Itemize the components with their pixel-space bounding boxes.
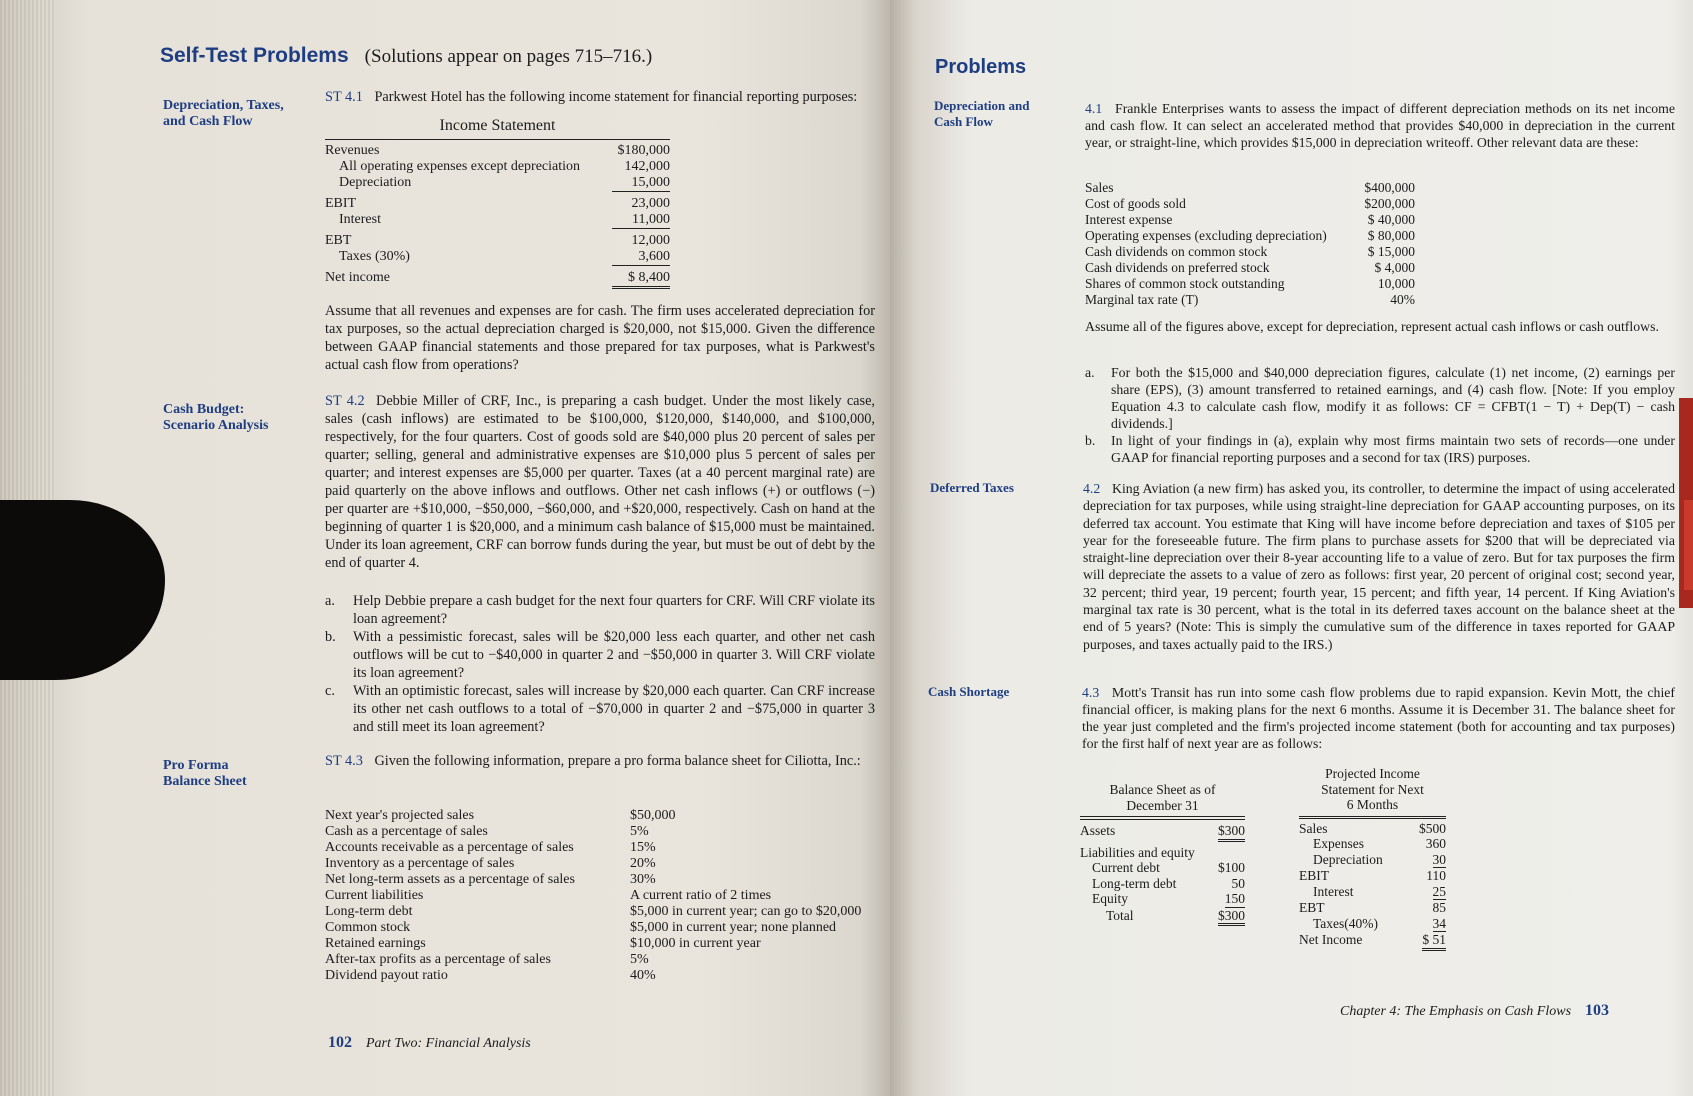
side-label-depreciation-cash-flow: Depreciation and Cash Flow [934, 98, 1030, 129]
table-row: Sales $400,000 [1085, 180, 1415, 195]
table-row: Taxes(40%) 34 [1313, 915, 1446, 931]
table-row: Cash as a percentage of sales 5% [325, 824, 649, 839]
is-row: Taxes (30%) 3,600 [339, 249, 670, 264]
is-row: Interest 11,000 [339, 212, 670, 227]
solutions-note: (Solutions appear on pages 715–716.) [364, 46, 653, 67]
table-row: Dividend payout ratio 40% [325, 968, 656, 983]
table-row: Depreciation 30 [1313, 851, 1446, 867]
table-row: Operating expenses (excluding depreciation) $ 80,000 [1085, 228, 1415, 243]
is-row: EBIT 23,000 [325, 196, 670, 211]
table-row: Current debt $100 [1092, 860, 1245, 875]
table-row: EBT 85 [1299, 900, 1446, 915]
table-row: After-tax profits as a percentage of sales 5% [325, 952, 649, 967]
table-row: Marginal tax rate (T) 40% [1085, 292, 1415, 307]
side-label-cash-budget: Cash Budget: Scenario Analysis [163, 402, 269, 433]
is-row: All operating expenses except depreciation 142,000 [339, 159, 670, 174]
p41-body: 4.1 Frankle Enterprises wants to assess the impact of different depreciation methods on its net income and cash flow. It can select an accelerated method that provides $40,000 in depreciation in the current year, or straight-line, which provides $15,000 in depreciation writeoff. Other relevant data are these: [1085, 101, 1676, 150]
red-tab-marker-inner [1684, 500, 1693, 590]
side-label-depreciation: Depreciation, Taxes, and Cash Flow [163, 98, 284, 129]
table-row: Equity 150 [1092, 891, 1245, 906]
table-row: Cash dividends on preferred stock $ 4,000 [1085, 260, 1415, 275]
table-row: Next year's projected sales $50,000 [325, 808, 676, 823]
p42-label: 4.2 [1083, 481, 1101, 496]
table-row: Inventory as a percentage of sales 20% [325, 856, 656, 871]
table-row: Shares of common stock outstanding 10,000 [1085, 276, 1415, 291]
p43-label: 4.3 [1082, 685, 1100, 700]
income-statement-title: Income Statement [325, 116, 670, 140]
chapter-title: Chapter 4: The Emphasis on Cash Flows [1340, 1004, 1572, 1019]
table-row: Interest 25 [1313, 883, 1446, 899]
right-page [890, 0, 1693, 1096]
side-label-pro-forma: Pro Forma Balance Sheet [163, 758, 247, 789]
self-test-heading: Self-Test Problems [160, 44, 349, 67]
st43-table [325, 808, 885, 984]
list-item: b. With a pessimistic forecast, sales will be $20,000 less each quarter, and other net cash outflows will be cut to −$40,000 in quarter 2 and −$50,000 in quarter 3. Will CRF violate its loan agreement? [325, 629, 875, 681]
table-row: Total $300 [1080, 908, 1245, 927]
p42-body: 4.2 King Aviation (a new firm) has asked you, its controller, to determine the impact of using accelerated depreciation for tax purposes, while using straight-line depreciation for GAAP accounting purposes, on its deferred tax account. You estimate that King will have income before depreciation and taxes of $105 per year for the foreseeable future. The firm plans to purchase assets for $200 that will be depreciated via straight-line depreciation over their 8-year accounting life to a value of zero. But for tax purposes the firm will depreciate the assets to a value of zero as follows: first year, 20 percent of original cost; second year, 32 percent; third year, 19 percent; fourth year, 15 percent; and fifth year, 14 percent. If King Aviation's marginal tax rate is 30 percent, what is the total in its deferred taxes account on the balance sheet at the end of 5 years? (Note: This is simply the cumulative sum of the difference in taxes reported for GAAP purposes, and taxes actually paid to the IRS.) [1083, 481, 1675, 652]
st41-intro: ST 4.1 Parkwest Hotel has the following income statement for financial reporting purposes: [325, 89, 858, 105]
table-row: Liabilities and equity [1080, 844, 1195, 860]
is-row: Revenues $180,000 [325, 143, 670, 158]
left-heading-block [160, 44, 652, 68]
table-row: Expenses 360 [1313, 836, 1446, 851]
is-row: EBT 12,000 [325, 233, 670, 248]
right-footer [1340, 1002, 1609, 1020]
table-row: Cash dividends on common stock $ 15,000 [1085, 244, 1415, 259]
table-row: Interest expense $ 40,000 [1085, 212, 1415, 227]
st41-label: ST 4.1 [325, 89, 363, 105]
table-row: Sales $500 [1299, 820, 1446, 836]
table-row: Long-term debt 50 [1092, 875, 1245, 891]
problems-heading: Problems [935, 56, 1027, 78]
st42-body: ST 4.2 Debbie Miller of CRF, Inc., is preparing a cash budget. Under the most likely case, sales (cash inflows) are estimated to be $100,000, $120,000, $140,000, and $100,000, respectively, for the four quarters. Cost of goods sold are $40,000 plus 20 percent of sales per quarter; selling, general and administrative expenses are $10,000 plus 5 percent of sales per quarter; and interest expenses are $5,000 per quarter. Taxes (at a 40 percent marginal rate) are paid quarterly on the above inflows and outflows. Other net cash inflows (+) or outflows (−) per quarter are +$10,000, −$50,000, −$60,000, and +$20,000, respectively. Cash on hand at the beginning of quarter 1 is $20,000, and a minimum cash balance of $15,000 must be maintained. Under its loan agreement, CRF can borrow funds during the year, but must be out of debt by the end of quarter 4. [325, 393, 876, 571]
balance-sheet-table [1080, 782, 1245, 926]
income-statement-table [325, 116, 670, 289]
list-item: b. In light of your findings in (a), explain why most firms maintain two sets of records—one under GAAP for financial reporting purposes and a second for tax (IRS) purposes. [1085, 433, 1675, 465]
left-footer [328, 1034, 531, 1052]
table-row: Net long-term assets as a percentage of sales 30% [325, 872, 656, 887]
p43-body: 4.3 Mott's Transit has run into some cash flow problems due to rapid expansion. Kevin Mott, the chief financial officer, is making plans for the next 6 months. Assume it is December 31. The balance sheet for the year just completed and the firm's projected income statement (both for accounting and tax purposes) for the first half of next year are as follows: [1082, 685, 1675, 751]
table-row: EBIT 110 [1299, 868, 1446, 883]
table-row: Assets $300 [1080, 823, 1245, 842]
table-row: Long-term debt $5,000 in current year; can go to $20,000 [325, 904, 862, 919]
page-number-102: 102 [328, 1034, 352, 1051]
part-title: Part Two: Financial Analysis [366, 1036, 531, 1051]
st42-label: ST 4.2 [325, 393, 365, 409]
table-row: Net Income $ 51 [1299, 932, 1446, 951]
table-row: Current liabilities A current ratio of 2 times [325, 888, 772, 903]
table-row: Common stock $5,000 in current year; none planned [325, 920, 837, 935]
st41-body: Assume that all revenues and expenses are for cash. The firm uses accelerated depreciation for tax purposes, so the actual depreciation charged is $20,000, not $15,000. Given the difference between GAAP financial statements and those prepared for tax purposes, what is Parkwest's actual cash flow from operations? [325, 303, 875, 373]
side-label-cash-shortage: Cash Shortage [928, 684, 1010, 699]
projected-income-table [1299, 766, 1446, 951]
table-row: Retained earnings $10,000 in current year [325, 936, 761, 951]
is-row: Net income $ 8,400 [325, 270, 670, 289]
table-row: Accounts receivable as a percentage of sales 15% [325, 840, 656, 855]
side-label-deferred-taxes: Deferred Taxes [930, 480, 1014, 495]
page-number-103: 103 [1585, 1002, 1610, 1019]
st42-items [325, 592, 875, 736]
list-item: c. With an optimistic forecast, sales will increase by $20,000 each quarter. Can CRF increase its other net cash outflows to a total of −$70,000 in quarter 2 and −$75,000 in quarter 3 and still meet its loan agreement? [325, 683, 875, 735]
st43-intro: ST 4.3 Given the following information, prepare a pro forma balance sheet for Ciliotta, Inc.: [325, 753, 861, 769]
p41-assume: Assume all of the figures above, except for depreciation, represent actual cash inflows or cash outflows. [1085, 319, 1659, 334]
table-row: Cost of goods sold $200,000 [1085, 196, 1415, 211]
p41-items [1085, 364, 1675, 466]
balance-sheet-title: Balance Sheet as of December 31 [1080, 782, 1245, 817]
p41-label: 4.1 [1085, 101, 1103, 116]
list-item: a. Help Debbie prepare a cash budget for the next four quarters for CRF. Will CRF violate its loan agreement? [325, 593, 875, 627]
p41-table [1085, 180, 1415, 308]
projected-income-title: Projected Income Statement for Next 6 Months [1321, 766, 1424, 812]
thumb-shadow [0, 500, 165, 680]
is-row: Depreciation 15,000 [339, 175, 670, 190]
st43-label: ST 4.3 [325, 753, 363, 769]
list-item: a. For both the $15,000 and $40,000 depreciation figures, calculate (1) net income, (2) earnings per share (EPS), (3) amount transferred to retained earnings, and (4) cash flow. [Note: If you employ Equation 4.3 to calculate cash flow, modify it as follows: CF = CFBT(1 − T) + Dep(T) − cash dividends.] [1085, 365, 1675, 431]
